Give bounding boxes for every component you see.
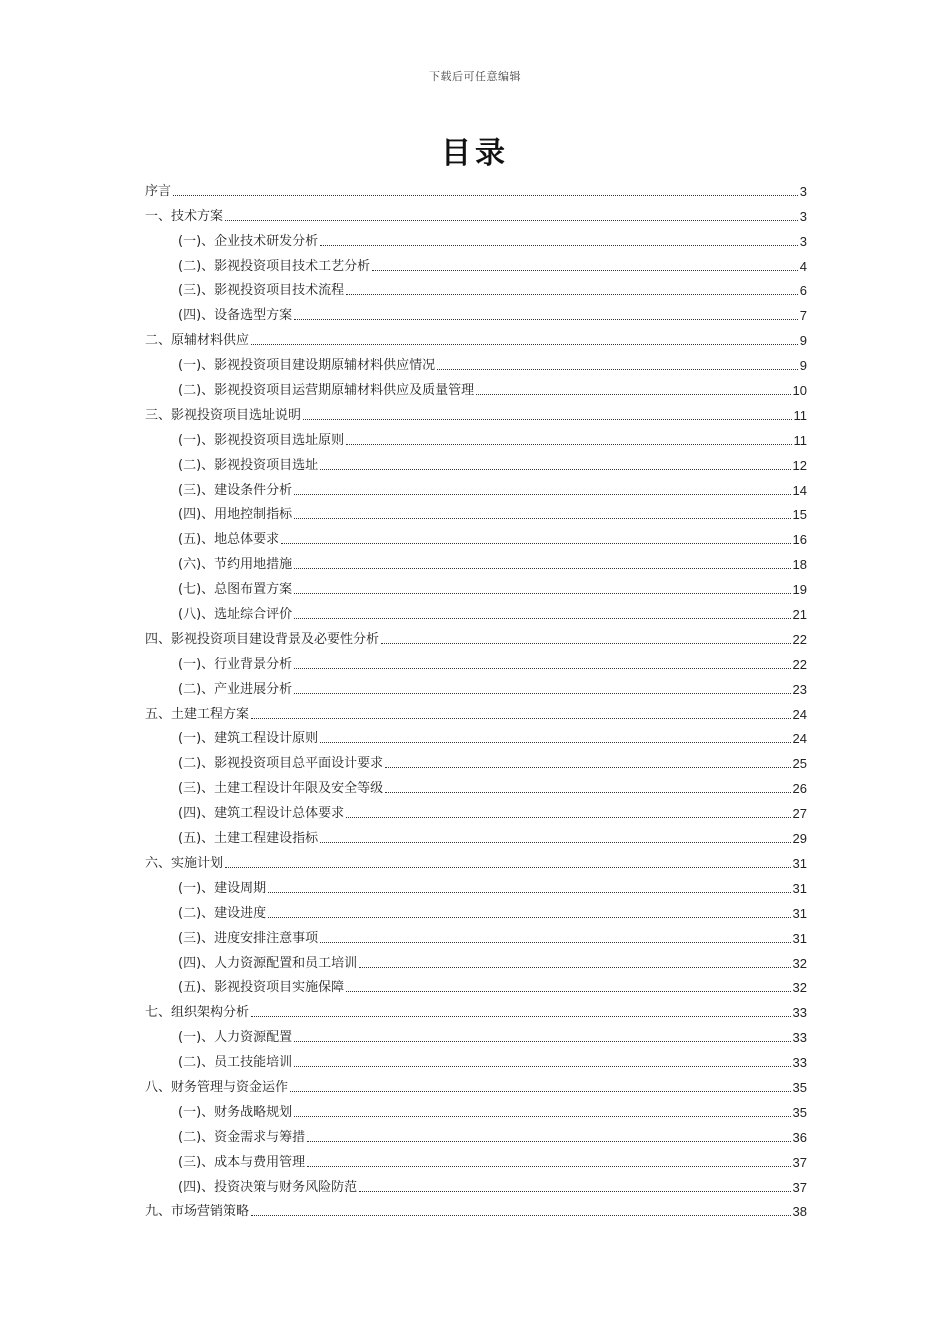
toc-entry[interactable] [145, 1196, 807, 1221]
toc-entry[interactable] [145, 772, 807, 797]
toc-entry-label: (四)、人力资源配置和员工培训 [178, 955, 358, 971]
toc-page-number: 25 [792, 756, 807, 772]
toc-page-number: 7 [799, 308, 807, 324]
toc-entry-label: (二)、员工技能培训 [178, 1055, 293, 1071]
toc-entry[interactable] [145, 499, 807, 524]
toc-entry[interactable] [145, 349, 807, 374]
toc-entry[interactable] [145, 200, 807, 225]
toc-entry[interactable] [145, 972, 807, 997]
toc-dot-leader [346, 817, 790, 818]
toc-entry-label: (一)、财务战略规划 [178, 1104, 293, 1120]
toc-entry[interactable] [145, 324, 807, 349]
toc-dot-leader [385, 767, 790, 768]
toc-entry-label: 序言 [145, 183, 172, 199]
toc-page-number: 10 [792, 383, 807, 399]
toc-page-number: 32 [792, 955, 807, 971]
toc-entry[interactable] [145, 424, 807, 449]
toc-dot-leader [251, 1016, 791, 1017]
toc-dot-leader [268, 892, 790, 893]
toc-entry[interactable] [145, 399, 807, 424]
toc-page-number: 31 [792, 880, 807, 896]
toc-dot-leader [294, 568, 790, 569]
toc-entry[interactable] [145, 847, 807, 872]
page-title: 目录 [441, 136, 509, 171]
toc-page-number: 11 [793, 407, 807, 423]
toc-entry[interactable] [145, 623, 807, 648]
toc-entry-label: 四、影视投资项目建设背景及必要性分析 [145, 631, 380, 647]
toc-dot-leader [437, 369, 798, 370]
toc-entry[interactable] [145, 175, 807, 200]
toc-page-number: 4 [799, 258, 807, 274]
toc-dot-leader [320, 942, 790, 943]
toc-entry[interactable] [145, 1021, 807, 1046]
toc-page-number: 18 [792, 557, 807, 573]
toc-dot-leader [372, 270, 798, 271]
toc-entry-label: 八、财务管理与资金运作 [145, 1079, 289, 1095]
toc-entry-label: (六)、节约用地措施 [178, 557, 293, 573]
toc-dot-leader [294, 319, 798, 320]
toc-page-number: 31 [792, 855, 807, 871]
toc-dot-leader [320, 742, 790, 743]
toc-page-number: 33 [792, 1030, 807, 1046]
toc-dot-leader [294, 1116, 790, 1117]
toc-entry[interactable] [145, 648, 807, 673]
toc-entry-label: 六、实施计划 [145, 855, 224, 871]
toc-dot-leader [294, 1066, 790, 1067]
toc-entry[interactable] [145, 723, 807, 748]
toc-entry[interactable] [145, 1121, 807, 1146]
toc-entry-label: (二)、产业进展分析 [178, 681, 293, 697]
toc-entry[interactable] [145, 1146, 807, 1171]
toc-dot-leader [290, 1091, 791, 1092]
toc-entry[interactable] [145, 598, 807, 623]
toc-entry-label: (一)、建筑工程设计原则 [178, 731, 319, 747]
toc-entry[interactable] [145, 1096, 807, 1121]
toc-dot-leader [173, 195, 798, 196]
toc-entry-label: 三、影视投资项目选址说明 [145, 407, 302, 423]
toc-page-number: 38 [792, 1204, 807, 1220]
toc-entry-label: (七)、总图布置方案 [178, 582, 293, 598]
toc-dot-leader [294, 1041, 790, 1042]
toc-dot-leader [251, 1215, 791, 1216]
toc-entry-label: (二)、影视投资项目总平面设计要求 [178, 756, 384, 772]
toc-entry-label: (一)、人力资源配置 [178, 1030, 293, 1046]
toc-page-number: 9 [799, 333, 807, 349]
toc-dot-leader [294, 494, 790, 495]
toc-entry[interactable] [145, 449, 807, 474]
toc-dot-leader [346, 991, 790, 992]
toc-page-number: 3 [799, 208, 807, 224]
toc-page-number: 6 [799, 283, 807, 299]
toc-entry[interactable] [145, 523, 807, 548]
toc-entry-label: (三)、进度安排注意事项 [178, 930, 319, 946]
toc-page-number: 15 [792, 507, 807, 523]
toc-page-number: 33 [792, 1005, 807, 1021]
toc-page-number: 12 [792, 457, 807, 473]
toc-entry-label: (二)、影视投资项目技术工艺分析 [178, 258, 371, 274]
toc-page-number: 24 [792, 731, 807, 747]
toc-dot-leader [294, 618, 790, 619]
toc-page-number: 3 [799, 233, 807, 249]
toc-entry[interactable] [145, 1171, 807, 1196]
toc-entry[interactable] [145, 947, 807, 972]
toc-entry[interactable] [145, 797, 807, 822]
toc-page-number: 29 [792, 831, 807, 847]
toc-entry[interactable] [145, 275, 807, 300]
toc-entry-label: 五、土建工程方案 [145, 706, 250, 722]
table-of-contents [145, 175, 807, 1220]
toc-dot-leader [225, 220, 798, 221]
toc-entry-label: (五)、土建工程建设指标 [178, 831, 319, 847]
toc-entry-label: (二)、建设进度 [178, 905, 267, 921]
toc-entry-label: (一)、影视投资项目建设期原辅材料供应情况 [178, 358, 436, 374]
toc-entry[interactable] [145, 299, 807, 324]
toc-entry[interactable] [145, 573, 807, 598]
toc-dot-leader [251, 718, 791, 719]
toc-entry-label: (二)、影视投资项目运营期原辅材料供应及质量管理 [178, 383, 475, 399]
toc-page-number: 21 [792, 607, 807, 623]
toc-entry-label: (三)、建设条件分析 [178, 482, 293, 498]
toc-entry-label: (四)、投资决策与财务风险防范 [178, 1179, 358, 1195]
toc-entry-label: (八)、选址综合评价 [178, 607, 293, 623]
toc-entry-label: (三)、影视投资项目技术流程 [178, 283, 345, 299]
toc-entry[interactable] [145, 698, 807, 723]
toc-entry[interactable] [145, 1046, 807, 1071]
toc-page-number: 22 [792, 656, 807, 672]
toc-page-number: 35 [792, 1079, 807, 1095]
toc-entry-label: (三)、成本与费用管理 [178, 1154, 306, 1170]
toc-page-number: 19 [792, 582, 807, 598]
toc-dot-leader [307, 1141, 790, 1142]
toc-dot-leader [320, 469, 790, 470]
toc-dot-leader [303, 419, 791, 420]
toc-dot-leader [294, 668, 790, 669]
toc-page-number: 36 [792, 1129, 807, 1145]
toc-entry-label: 一、技术方案 [145, 208, 224, 224]
toc-dot-leader [381, 643, 791, 644]
toc-entry[interactable] [145, 548, 807, 573]
toc-entry-label: (五)、地总体要求 [178, 532, 280, 548]
toc-entry-label: (五)、影视投资项目实施保障 [178, 980, 345, 996]
toc-entry-label: (二)、资金需求与筹措 [178, 1129, 306, 1145]
toc-entry[interactable] [145, 872, 807, 897]
toc-page-number: 32 [792, 980, 807, 996]
toc-entry[interactable] [145, 897, 807, 922]
toc-dot-leader [359, 1191, 790, 1192]
toc-dot-leader [385, 792, 790, 793]
toc-entry-label: (四)、用地控制指标 [178, 507, 293, 523]
toc-entry-label: (四)、设备选型方案 [178, 308, 293, 324]
toc-dot-leader [346, 294, 798, 295]
toc-entry[interactable] [145, 1071, 807, 1096]
toc-entry[interactable] [145, 250, 807, 275]
toc-page-number: 23 [792, 681, 807, 697]
toc-entry-label: (三)、土建工程设计年限及安全等级 [178, 781, 384, 797]
toc-entry-label: (一)、建设周期 [178, 880, 267, 896]
toc-entry[interactable] [145, 225, 807, 250]
toc-dot-leader [346, 444, 791, 445]
toc-page-number: 37 [792, 1154, 807, 1170]
toc-entry[interactable] [145, 996, 807, 1021]
toc-dot-leader [476, 394, 790, 395]
toc-entry[interactable] [145, 673, 807, 698]
toc-dot-leader [294, 693, 790, 694]
toc-page-number: 26 [792, 781, 807, 797]
toc-dot-leader [359, 967, 790, 968]
toc-entry-label: 二、原辅材料供应 [145, 333, 250, 349]
toc-entry[interactable] [145, 747, 807, 772]
toc-entry-label: (一)、影视投资项目选址原则 [178, 432, 345, 448]
toc-page-number: 35 [792, 1104, 807, 1120]
toc-page-number: 24 [792, 706, 807, 722]
toc-dot-leader [281, 543, 790, 544]
toc-dot-leader [268, 917, 790, 918]
toc-entry-label: (四)、建筑工程设计总体要求 [178, 806, 345, 822]
toc-dot-leader [251, 344, 798, 345]
toc-page-number: 31 [792, 930, 807, 946]
toc-entry-label: 七、组织架构分析 [145, 1005, 250, 1021]
toc-page-number: 31 [792, 905, 807, 921]
toc-page-number: 37 [792, 1179, 807, 1195]
toc-entry-label: (二)、影视投资项目选址 [178, 457, 319, 473]
toc-dot-leader [294, 593, 790, 594]
toc-dot-leader [320, 842, 790, 843]
toc-dot-leader [320, 245, 798, 246]
toc-dot-leader [307, 1166, 790, 1167]
toc-page-number: 33 [792, 1055, 807, 1071]
toc-entry-label: (一)、行业背景分析 [178, 656, 293, 672]
toc-page-number: 9 [799, 358, 807, 374]
toc-entry[interactable] [145, 922, 807, 947]
toc-page-number: 16 [792, 532, 807, 548]
page-header: 下载后可任意编辑 [429, 70, 521, 83]
toc-entry-label: (一)、企业技术研发分析 [178, 233, 319, 249]
toc-page-number: 3 [799, 183, 807, 199]
toc-page-number: 27 [792, 806, 807, 822]
toc-entry[interactable] [145, 822, 807, 847]
toc-page-number: 11 [793, 432, 807, 448]
toc-page-number: 14 [792, 482, 807, 498]
toc-entry[interactable] [145, 474, 807, 499]
toc-entry[interactable] [145, 374, 807, 399]
toc-entry-label: 九、市场营销策略 [145, 1204, 250, 1220]
toc-dot-leader [294, 518, 790, 519]
toc-dot-leader [225, 867, 791, 868]
toc-page-number: 22 [792, 631, 807, 647]
